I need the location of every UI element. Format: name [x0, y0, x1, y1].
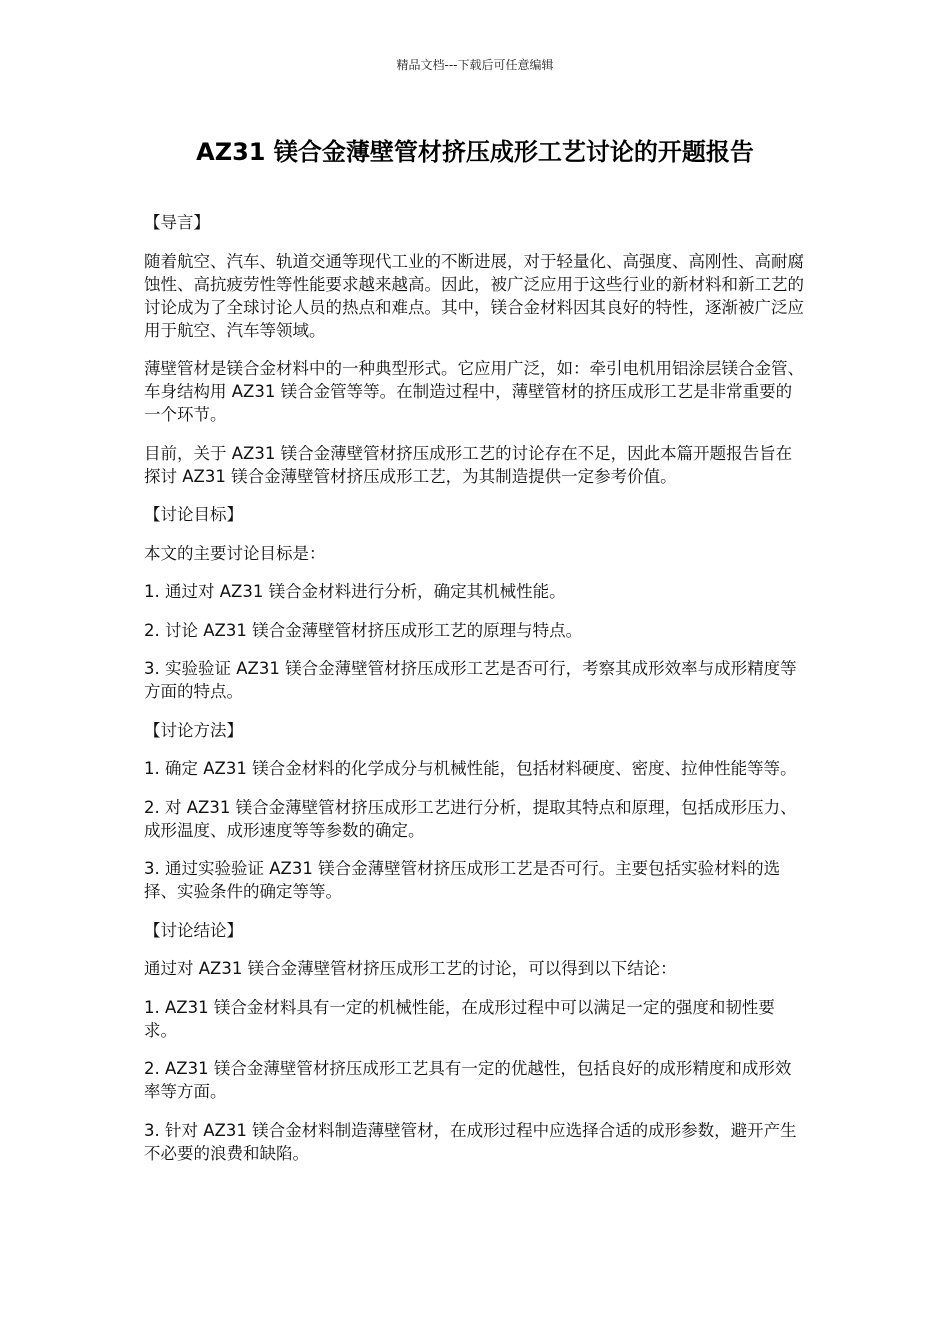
intro-paragraph: 随着航空、汽车、轨道交通等现代工业的不断进展，对于轻量化、高强度、高刚性、高耐腐蚀性、高抗疲劳性等性能要求越来越高。因此，被广泛应用于这些行业的新材料和新工艺的讨论成为了全球讨论人员的热点和难点。其中，镁合金材料因其良好的特性，逐渐被广泛应用于航空、汽车等领域。: [144, 251, 804, 340]
goals-list-item: 3. 实验验证 AZ31 镁合金薄壁管材挤压成形工艺是否可行，考察其成形效率与成形精度等方面的特点。: [144, 659, 797, 701]
goals-list-item: 2. 讨论 AZ31 镁合金薄壁管材挤压成形工艺的原理与特点。: [144, 620, 583, 640]
section-heading-conclusions: 【讨论结论】: [144, 920, 243, 940]
section-heading-intro: 【导言】: [144, 213, 210, 232]
methods-list-item: 1. 确定 AZ31 镁合金材料的化学成分与机械性能，包括材料硬度、密度、拉伸性能等等。: [144, 759, 797, 778]
conclusions-list-item: 1. AZ31 镁合金材料具有一定的机械性能，在成形过程中可以满足一定的强度和韧性要求。: [144, 997, 775, 1040]
document-title: AZ31 镁合金薄壁管材挤压成形工艺讨论的开题报告: [196, 138, 754, 166]
conclusions-list-item: 2. AZ31 镁合金薄壁管材挤压成形工艺具有一定的优越性，包括良好的成形精度和成形效率等方面。: [144, 1059, 792, 1101]
section-heading-methods: 【讨论方法】: [144, 720, 243, 740]
conclusions-paragraph: 通过对 AZ31 镁合金薄壁管材挤压成形工艺的讨论，可以得到以下结论：: [144, 959, 677, 978]
intro-paragraph: 薄壁管材是镁合金材料中的一种典型形式。它应用广泛，如：牵引电机用铝涂层镁合金管、车身结构用 AZ31 镁合金管等等。在制造过程中，薄壁管材的挤压成形工艺是非常重要的一个环节。: [144, 359, 804, 424]
goals-paragraph: 本文的主要讨论目标是：: [144, 543, 326, 563]
section-heading-goals: 【讨论目标】: [144, 505, 243, 524]
document-body: [144, 211, 806, 1180]
running-header: 精品文档---下载后可任意编辑: [396, 58, 554, 72]
goals-list-item: 1. 通过对 AZ31 镁合金材料进行分析，确定其机械性能。: [144, 582, 566, 601]
methods-list-item: 3. 通过实验验证 AZ31 镁合金薄壁管材挤压成形工艺是否可行。主要包括实验材料的选择、实验条件的确定等等。: [144, 859, 781, 901]
intro-paragraph: 目前，关于 AZ31 镁合金薄壁管材挤压成形工艺的讨论存在不足，因此本篇开题报告旨在探讨 AZ31 镁合金薄壁管材挤压成形工艺，为其制造提供一定参考价值。: [144, 443, 793, 486]
conclusions-list-item: 3. 针对 AZ31 镁合金材料制造薄壁管材，在成形过程中应选择合适的成形参数，避开产生不必要的浪费和缺陷。: [144, 1120, 797, 1163]
methods-list-item: 2. 对 AZ31 镁合金薄壁管材挤压成形工艺进行分析，提取其特点和原理，包括成形压力、成形温度、成形速度等等参数的确定。: [144, 797, 797, 840]
